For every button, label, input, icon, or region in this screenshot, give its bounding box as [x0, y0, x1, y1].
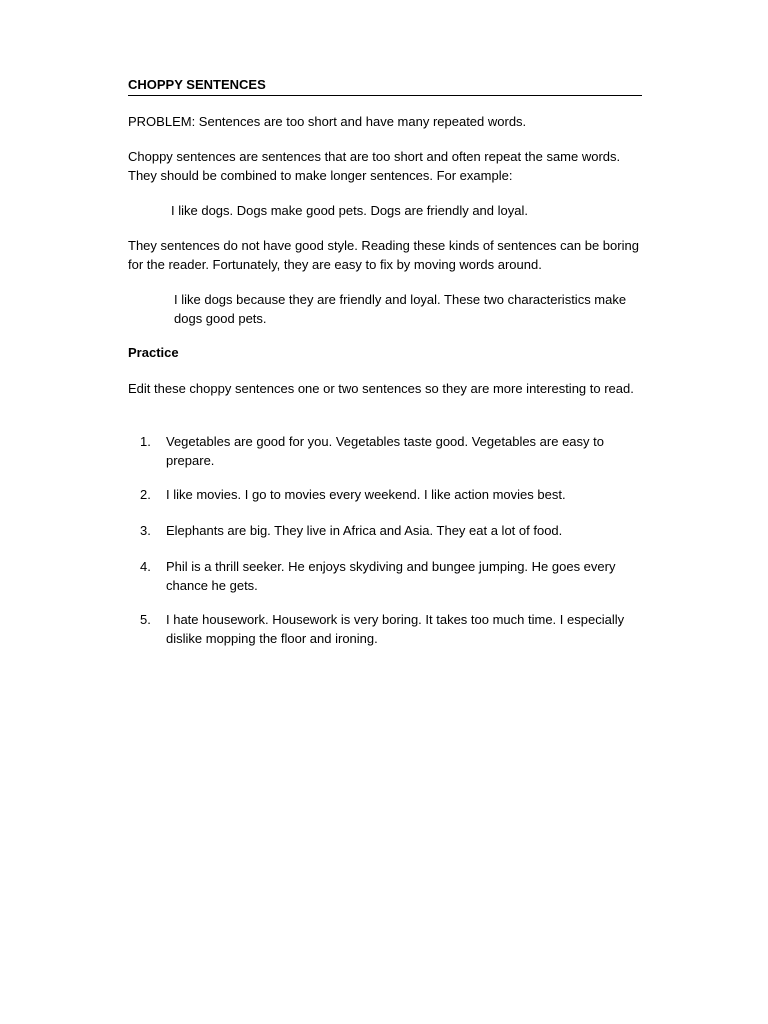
exercise-text: I like movies. I go to movies every weekend. I like action movies best. — [166, 487, 566, 502]
exercise-number: 3. — [140, 523, 151, 538]
intro-paragraph: Choppy sentences are sentences that are too short and often repeat the same words. They should be combined to make longer sentences. For example: — [128, 149, 621, 183]
exercise-text: I hate housework. Housework is very boring. It takes too much time. I especially dislike mopping the floor and ironing. — [166, 612, 625, 646]
exercise-number: 4. — [140, 559, 151, 574]
exercise-text: Vegetables are good for you. Vegetables taste good. Vegetables are easy to prepare. — [166, 434, 604, 468]
exercise-number: 2. — [140, 487, 151, 502]
document-title: CHOPPY SENTENCES — [128, 77, 266, 92]
exercise-text: Elephants are big. They live in Africa and Asia. They eat a lot of food. — [166, 523, 563, 538]
practice-instructions: Edit these choppy sentences one or two sentences so they are more interesting to read. — [128, 381, 634, 396]
fixed-example: I like dogs because they are friendly and loyal. These two characteristics make dogs good pets. — [174, 292, 627, 326]
explanation-paragraph: They sentences do not have good style. Reading these kinds of sentences can be boring for the reader. Fortunately, they are easy to fix by moving words around. — [128, 238, 639, 272]
exercise-text: Phil is a thrill seeker. He enjoys skydiving and bungee jumping. He goes every chance he gets. — [166, 559, 616, 593]
practice-heading: Practice — [128, 345, 179, 360]
exercise-number: 1. — [140, 434, 151, 449]
exercise-number: 5. — [140, 612, 151, 627]
choppy-example: I like dogs. Dogs make good pets. Dogs are friendly and loyal. — [171, 203, 528, 218]
title-underline — [128, 95, 642, 96]
problem-statement: PROBLEM: Sentences are too short and have many repeated words. — [128, 114, 527, 129]
